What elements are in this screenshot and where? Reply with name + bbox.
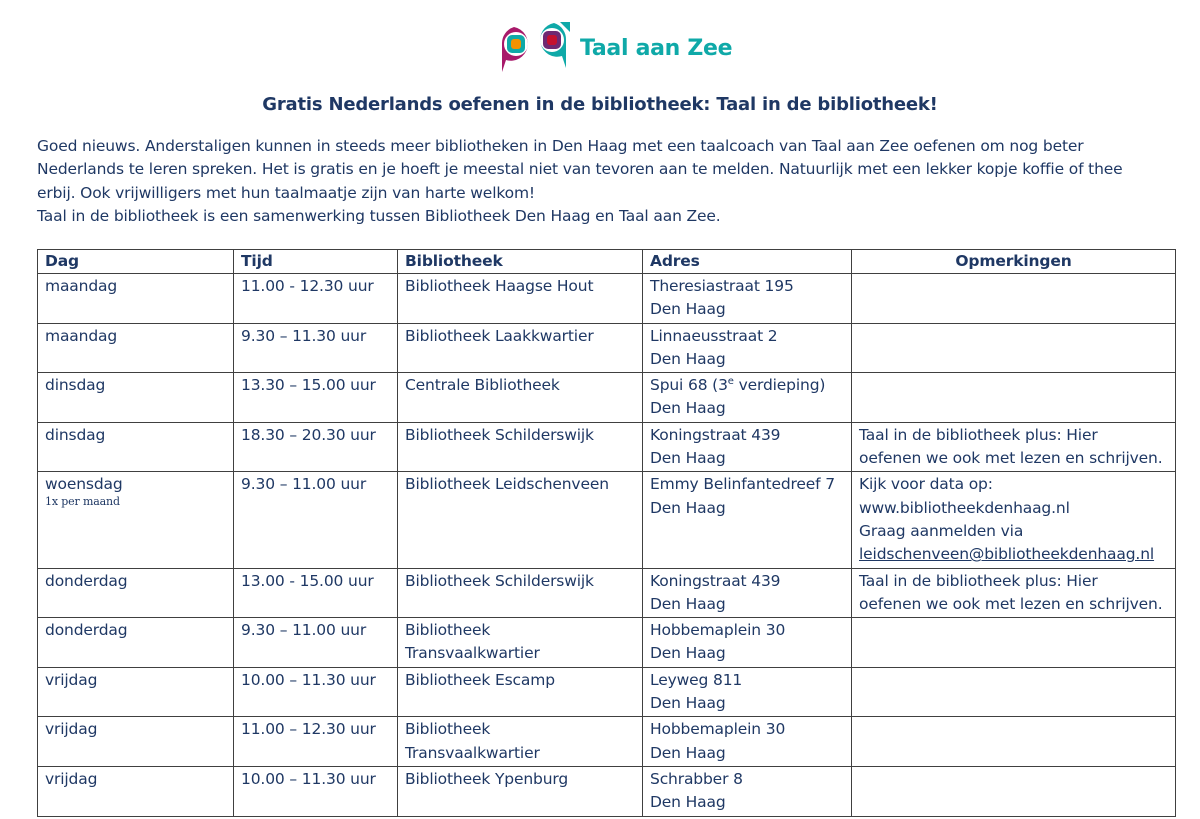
table-row [38,422,1176,472]
cell-opmerkingen [852,667,1176,717]
bibliotheek-line: Bibliotheek Ypenburg [405,769,569,788]
bibliotheek-line: Transvaalkwartier [405,644,540,663]
cell-tijd: 10.00 – 11.30 uur [234,667,398,717]
adres-line: Koningstraat 439 [650,425,781,444]
adres-line: Hobbemaplein 30 [650,621,786,640]
intro-line: erbij. Ook vrijwilligers met hun taalmaatje zijn van harte welkom! [37,183,535,202]
table-row [38,274,1176,324]
taal-aan-zee-logo-icon [494,20,576,78]
adres-line: Emmy Belinfantedreef 7 [650,475,835,494]
cell-bibliotheek [398,323,643,373]
table-row [38,667,1176,717]
adres-superscript: e [727,376,734,388]
dag-text: donderdag [45,571,128,590]
cell-tijd: 10.00 – 11.30 uur [234,766,398,816]
adres-line: Hobbemaplein 30 [650,720,786,739]
cell-tijd: 13.00 - 15.00 uur [234,568,398,618]
dag-text: maandag [45,277,118,295]
intro-line: Goed nieuws. Anderstaligen kunnen in steeds meer bibliotheken in Den Haag met een taalcoach van Taal aan Zee oefenen om nog beter [37,137,1084,155]
schedule-body [38,274,1176,817]
opmerkingen-line: oefenen we ook met lezen en schrijven. [859,449,1163,468]
cell-bibliotheek [398,422,643,472]
cell-bibliotheek [398,568,643,618]
cell-opmerkingen [852,373,1176,423]
page-title: Gratis Nederlands oefenen in de bibliotheek: Taal in de bibliotheek! [262,94,938,115]
cell-dag [38,618,234,668]
cell-adres [643,422,852,472]
bibliotheek-line: Bibliotheek Escamp [405,670,555,689]
table-row [38,717,1176,767]
cell-tijd: 9.30 – 11.30 uur [234,323,398,373]
cell-opmerkingen [852,717,1176,767]
column-header-tijd: Tijd [234,250,398,274]
bibliotheek-line: Transvaalkwartier [405,743,540,762]
adres-line: Schrabber 8 [650,769,743,788]
schedule-table [37,249,1176,817]
cell-bibliotheek [398,274,643,324]
bibliotheek-line: Bibliotheek Schilderswijk [405,425,594,444]
adres-line: Den Haag [650,594,726,613]
adres-line: Theresiastraat 195 [650,277,794,295]
cell-dag [38,373,234,423]
opmerkingen-line: Graag aanmelden via [859,521,1024,540]
adres-line: Den Haag [650,349,726,368]
table-row [38,618,1176,668]
cell-opmerkingen [852,568,1176,618]
bibliotheek-line: Bibliotheek [405,621,491,640]
adres-line: Leyweg 811 [650,670,743,689]
bibliotheek-line: Bibliotheek [405,720,491,739]
cell-tijd: 18.30 – 20.30 uur [234,422,398,472]
adres-line: Den Haag [650,498,726,517]
cell-adres [643,618,852,668]
cell-opmerkingen [852,472,1176,568]
cell-tijd: 11.00 – 12.30 uur [234,717,398,767]
cell-bibliotheek [398,717,643,767]
logo [494,20,732,78]
intro-line: Nederlands te leren spreken. Het is gratis en je hoeft je meestal niet van tevoren aan te melden. Natuurlijk met een lekker kopje koffie of thee [37,160,1123,179]
opmerkingen-line: www.bibliotheekdenhaag.nl [859,498,1070,517]
cell-dag [38,667,234,717]
adres-line: Den Haag [650,694,726,713]
opmerkingen-line: oefenen we ook met lezen en schrijven. [859,594,1163,613]
logo-text: Taal aan Zee [580,35,733,61]
cell-tijd: 9.30 – 11.00 uur [234,618,398,668]
dag-text: donderdag [45,621,128,640]
cell-dag [38,717,234,767]
bibliotheek-line: Bibliotheek Leidschenveen [405,475,609,494]
cell-opmerkingen [852,618,1176,668]
cell-adres [643,323,852,373]
adres-line: Den Haag [650,644,726,663]
dag-text: maandag [45,326,118,345]
cell-dag [38,274,234,324]
dag-text: vrijdag [45,769,98,788]
column-header-opmerkingen: Opmerkingen [852,250,1176,274]
table-row [38,373,1176,423]
dag-text: woensdag [45,475,123,494]
cell-bibliotheek [398,373,643,423]
cell-bibliotheek [398,618,643,668]
opmerkingen-line: Taal in de bibliotheek plus: Hier [859,571,1098,590]
dag-text: vrijdag [45,670,98,689]
cell-tijd: 13.30 – 15.00 uur [234,373,398,423]
cell-adres [643,373,852,423]
cell-adres [643,766,852,816]
cell-adres [643,717,852,767]
table-row [38,568,1176,618]
cell-bibliotheek [398,667,643,717]
adres-line: Den Haag [650,300,726,319]
dag-text: dinsdag [45,376,106,395]
table-row [38,472,1176,568]
cell-tijd: 9.30 – 11.00 uur [234,472,398,568]
cell-adres [643,667,852,717]
opmerkingen-line: Taal in de bibliotheek plus: Hier [859,425,1098,444]
cell-adres [643,568,852,618]
table-row [38,766,1176,816]
adres-line: Den Haag [650,793,726,812]
table-row [38,323,1176,373]
adres-line: Linnaeusstraat 2 [650,326,778,345]
cell-dag [38,422,234,472]
email-link[interactable]: leidschenveen@bibliotheekdenhaag.nl [859,545,1155,564]
cell-opmerkingen [852,422,1176,472]
cell-opmerkingen [852,323,1176,373]
dag-subnote: 1x per maand [45,494,120,508]
cell-bibliotheek [398,766,643,816]
adres-line: Den Haag [650,399,726,418]
cell-dag [38,472,234,568]
cell-dag [38,766,234,816]
dag-text: vrijdag [45,720,98,739]
cell-dag [38,323,234,373]
adres-line: Den Haag [650,743,726,762]
bibliotheek-line: Bibliotheek Laakkwartier [405,326,594,345]
intro-paragraph [37,135,1167,228]
table-header-row [38,250,1176,274]
intro-line: Taal in de bibliotheek is een samenwerking tussen Bibliotheek Den Haag en Taal aan Zee. [37,206,721,225]
adres-line: Spui 68 (3e verdieping) [650,376,826,395]
bibliotheek-line: Centrale Bibliotheek [405,376,560,395]
bibliotheek-line: Bibliotheek Schilderswijk [405,571,594,590]
cell-bibliotheek [398,472,643,568]
adres-line: Koningstraat 439 [650,571,781,590]
cell-opmerkingen [852,766,1176,816]
cell-opmerkingen [852,274,1176,324]
cell-adres [643,274,852,324]
cell-dag [38,568,234,618]
opmerkingen-line: Kijk voor data op: [859,475,993,494]
cell-adres [643,472,852,568]
column-header-bibliotheek: Bibliotheek [398,250,643,274]
cell-tijd: 11.00 - 12.30 uur [234,274,398,324]
adres-line: Den Haag [650,449,726,468]
dag-text: dinsdag [45,425,106,444]
bibliotheek-line: Bibliotheek Haagse Hout [405,277,594,295]
column-header-dag: Dag [38,250,234,274]
column-header-adres: Adres [643,250,852,274]
